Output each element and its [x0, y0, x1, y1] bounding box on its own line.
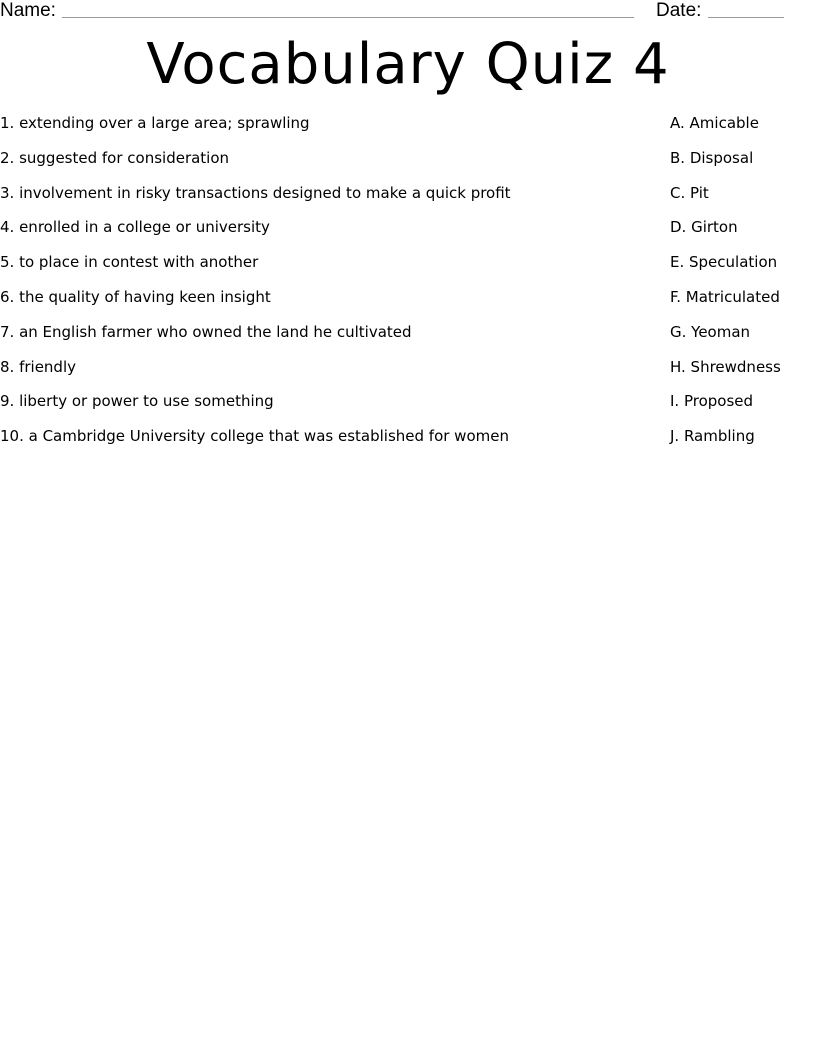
- date-label: Date:: [656, 0, 702, 21]
- clue-item: 9. liberty or power to use something: [0, 392, 274, 411]
- clue-item: 3. involvement in risky transactions designed to make a quick profit: [0, 183, 511, 202]
- clue-item: 7. an English farmer who owned the land he cultivated: [0, 322, 412, 341]
- clue-item: 6. the quality of having keen insight: [0, 287, 271, 306]
- clue-item: 10. a Cambridge University college that was established for women: [0, 427, 509, 446]
- header-row: [0, 0, 816, 24]
- answer-item: A. Amicable: [670, 114, 759, 132]
- clue-item: 5. to place in contest with another: [0, 253, 259, 272]
- answer-item: C. Pit: [670, 183, 709, 202]
- answer-item: F. Matriculated: [670, 287, 780, 306]
- clue-item: 1. extending over a large area; sprawling: [0, 114, 310, 132]
- answer-item: I. Proposed: [670, 392, 754, 411]
- answer-item: B. Disposal: [670, 148, 754, 167]
- clue-list: [0, 113, 650, 461]
- page-title: Vocabulary Quiz 4: [146, 32, 670, 97]
- clue-item: 8. friendly: [0, 357, 76, 376]
- answer-item: J. Rambling: [670, 427, 755, 446]
- clue-item: 4. enrolled in a college or university: [0, 218, 270, 237]
- answer-list: [670, 113, 816, 461]
- answer-item: D. Girton: [670, 218, 738, 237]
- name-field-line[interactable]: [62, 17, 634, 18]
- answer-item: H. Shrewdness: [670, 357, 781, 376]
- date-field-line[interactable]: [708, 17, 784, 18]
- answer-item: G. Yeoman: [670, 322, 751, 341]
- name-label: Name:: [0, 0, 56, 21]
- clue-item: 2. suggested for consideration: [0, 148, 230, 167]
- answer-item: E. Speculation: [670, 253, 778, 272]
